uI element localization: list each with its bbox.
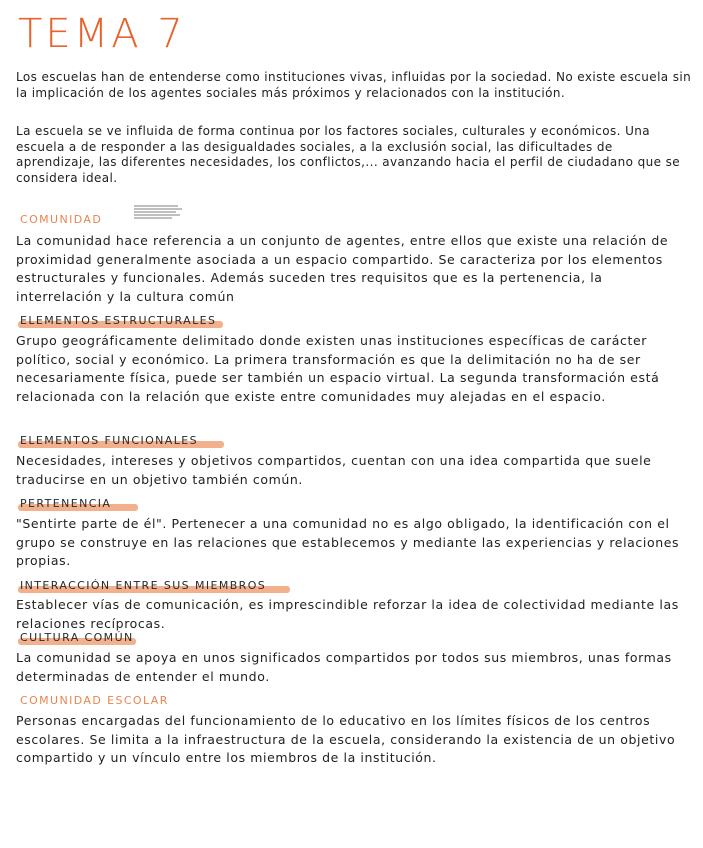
escolar-text: Personas encargadas del funcionamiento de lo educativo en los límites físicos de los centros escolares. Se limita a la infraestructura de la escuela, considerando la existencia de un objetivo compartido y un vínculo entre los miembros de la institución.: [16, 713, 676, 765]
pertenencia-text: "Sentirte parte de él". Pertenecer a una comunidad no es algo obligado, la identificación con el grupo se construye en las relaciones que establecemos y mediante las experiencias y relaciones propias.: [16, 516, 680, 568]
heading-comunidad-escolar: COMUNIDAD ESCOLAR: [20, 694, 169, 707]
scribble-mark: [132, 204, 184, 219]
heading-interaccion: INTERACCIÓN ENTRE SUS MIEMBROS: [20, 579, 267, 592]
page-title: TEMA 7: [18, 11, 186, 57]
heading-elementos-estructurales: ELEMENTOS ESTRUCTURALES: [20, 314, 217, 327]
interaccion-text: Establecer vías de comunicación, es imprescindible reforzar la idea de colectividad mediante las relaciones recíprocas.: [16, 597, 679, 631]
cultura-text: La comunidad se apoya en unos significados compartidos por todos sus miembros, unas formas determinadas de entender el mundo.: [16, 650, 672, 684]
heading-pertenencia: PERTENENCIA: [20, 497, 112, 510]
intro-paragraph-1: Los escuelas han de entenderse como instituciones vivas, influidas por la sociedad. No existe escuela sin la implicación de los agentes sociales más próximos y relacionados con la institución.: [16, 70, 692, 100]
heading-elementos-funcionales: ELEMENTOS FUNCIONALES: [20, 434, 198, 447]
estructurales-text: Grupo geográficamente delimitado donde existen unas instituciones específicas de carácter político, social y económico. La primera transformación es que la delimitación no ha de ser necesariamente física, puede ser también un espacio virtual. La segunda transformación está relacionada con la relación que existe entre comunidades muy alejadas en el espacio.: [16, 333, 660, 404]
comunidad-text: La comunidad hace referencia a un conjunto de agentes, entre ellos que existe una relación de proximidad generalmente asociada a un espacio compartido. Se caracteriza por los elementos estructurales y funcionales. Además suceden tres requisitos que es la pertenencia, la interrelación y la cultura común: [16, 233, 669, 304]
heading-cultura-comun: CULTURA COMÚN: [20, 631, 134, 644]
funcionales-text: Necesidades, intereses y objetivos compartidos, cuentan con una idea compartida que suele traducirse en un objetivo también común.: [16, 453, 652, 487]
intro-paragraph-2: La escuela se ve influida de forma continua por los factores sociales, culturales y económicos. Una escuela a de responder a las desigualdades sociales, a la exclusión social, las dificultades de aprendizaje, las diferentes necesidades, los conflictos,... avanzando hacia el perfil de ciudadano que se considera ideal.: [16, 124, 681, 185]
heading-comunidad: COMUNIDAD: [20, 213, 103, 226]
